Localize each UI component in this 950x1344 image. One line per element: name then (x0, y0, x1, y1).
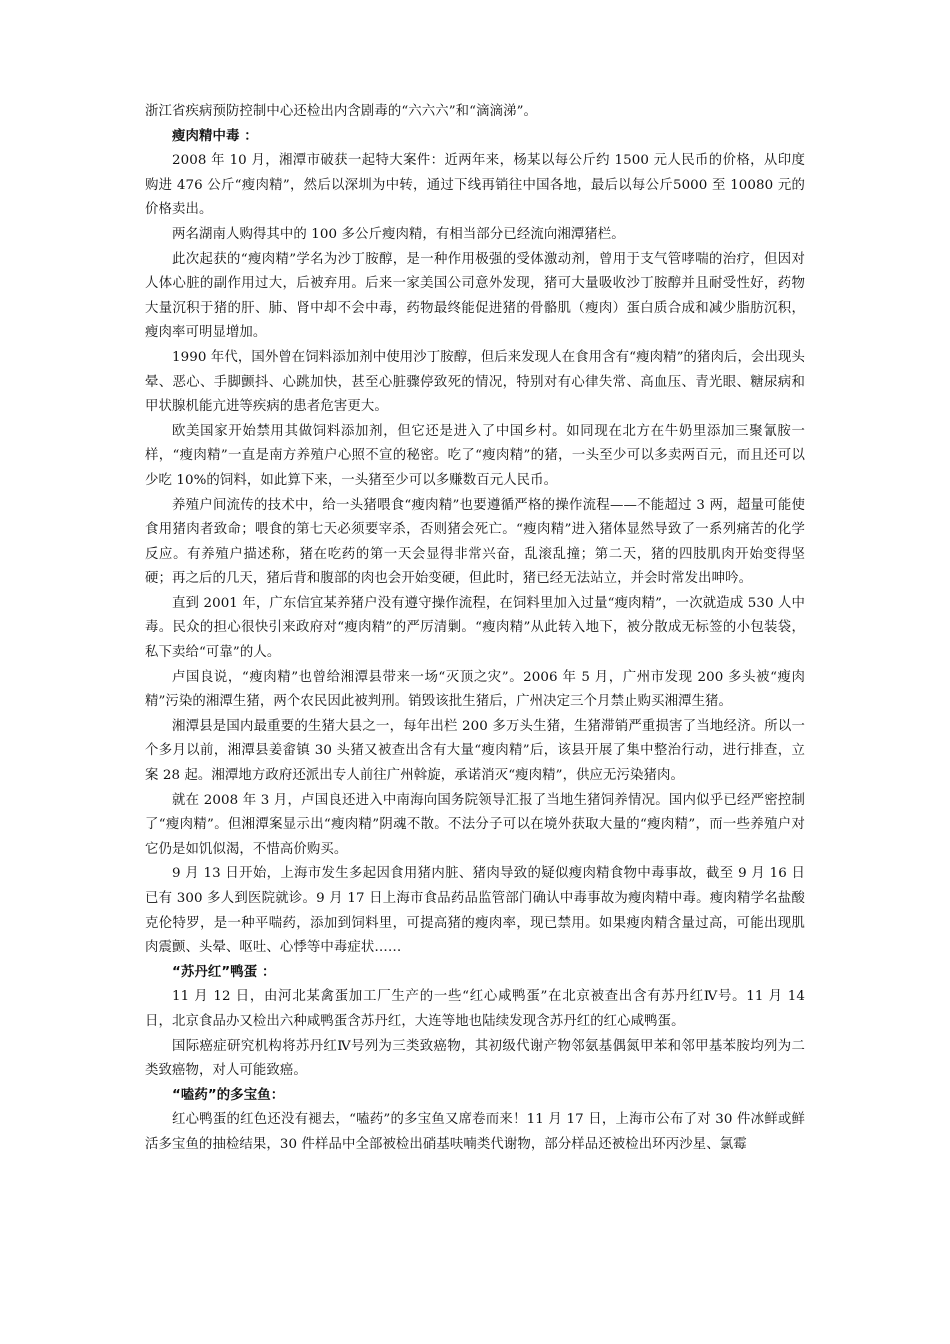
paragraph: 直到 2001 年，广东信宜某养猪户没有遵守操作流程，在饲料里加入过量“瘦肉精”，一次就造成 530 人中毒。民众的担心很快引来政府对“瘦肉精”的严厉清剿。“瘦肉精”从此转入地下，被分散成无标签的小包装袋，私下卖给“可靠”的人。 (145, 595, 805, 661)
document-page (145, 100, 805, 1158)
section-heading: 瘦肉精中毒 ： (172, 128, 258, 144)
paragraph: 就在 2008 年 3 月，卢国良还进入中南海向国务院领导汇报了当地生猪饲养情况。国内似乎已经严密控制了“瘦肉精”。但湘潭案显示出“瘦肉精”阴魂不散。不法分子可以在境外获取大量的“瘦肉精”，而一些养殖户对它仍是如饥似渴，不惜高价购买。 (145, 792, 805, 857)
paragraph: 两名湖南人购得其中的 100 多公斤瘦肉精，有相当部分已经流向湘潭猪栏。 (172, 226, 625, 242)
paragraph: 欧美国家开始禁用其做饲料添加剂，但它还是进入了中国乡村。如同现在北方在牛奶里添加三聚氰胺一样，“瘦肉精”一直是南方养殖户心照不宣的秘密。吃了“瘦肉精”的猪，一头至少可以多卖两百元，而且还可以少吃 10%的饲料，如此算下来，一头猪至少可以多赚数百元人民币。 (145, 423, 805, 488)
paragraph: 卢国良说，“瘦肉精”也曾给湘潭县带来一场“灭顶之灾”。2006 年 5 月，广州市发现 200 多头被“瘦肉精”污染的湘潭生猪，两个农民因此被判刑。销毁该批生猪后，广州决定三个月禁止购买湘潭生猪。 (145, 669, 805, 710)
paragraph: 1990 年代，国外曾在饲料添加剂中使用沙丁胺醇，但后来发现人在食用含有“瘦肉精”的猪肉后，会出现头晕、恶心、手脚颤抖、心跳加快，甚至心脏骤停致死的情况，特别对有心律失常、高血压、青光眼、糖尿病和甲状腺机能亢进等疾病的患者危害更大。 (145, 349, 805, 415)
section-heading: “苏丹红”鸭蛋 ： (172, 964, 276, 980)
paragraph: 11 月 12 日，由河北某禽蛋加工厂生产的一些“红心咸鸭蛋”在北京被查出含有苏丹红Ⅳ号。11 月 14 日，北京食品办又检出六种咸鸭蛋含苏丹红，大连等地也陆续发现含苏丹红的红心咸鸭蛋。 (145, 989, 805, 1029)
paragraph: 此次起获的“瘦肉精”学名为沙丁胺醇，是一种作用极强的受体激动剂，曾用于支气管哮喘的治疗，但因对人体心脏的副作用过大，后被弃用。后来一家美国公司意外发现，猪可大量吸收沙丁胺醇并且耐受性好，药物大量沉积于猪的肝、肺、肾中却不会中毒，药物最终能促进猪的骨骼肌（瘦肉）蛋白质合成和减少脂肪沉积，瘦肉率可明显增加。 (145, 251, 805, 341)
paragraph: 国际癌症研究机构将苏丹红Ⅳ号列为三类致癌物，其初级代谢产物邻氨基偶氮甲苯和邻甲基苯胺均列为二类致癌物，对人可能致癌。 (145, 1038, 805, 1079)
paragraph: 2008 年 10 月，湘潭市破获一起特大案件：近两年来，杨某以每公斤约 1500 元人民币的价格，从印度购进 476 公斤“瘦肉精”，然后以深圳为中转，通过下线再销往中国各地，最后以每公斤5000 至 10080 元的价格卖出。 (145, 153, 805, 218)
paragraph: 9 月 13 日开始，上海市发生多起因食用猪内脏、猪肉导致的疑似瘦肉精食物中毒事故，截至 9 月 16 日已有 300 多人到医院就诊。9 月 17 日上海市食品药品监管部门确认中毒事故为瘦肉精中毒。瘦肉精学名盐酸克伦特罗，是一种平喘药，添加到饲料里，可提高猪的瘦肉率，现已禁用。如果瘦肉精含量过高，可能出现肌肉震颤、头晕、呕吐、心悸等中毒症状…… (145, 866, 805, 956)
paragraph: 湘潭县是国内最重要的生猪大县之一，每年出栏 200 多万头生猪，生猪滞销严重损害了当地经济。所以一个多月以前，湘潭县姜畲镇 30 头猪又被查出含有大量“瘦肉精”后，该县开展了集中整治行动，进行排查，立案 28 起。湘潭地方政府还派出专人前往广州斡旋，承诺消灭“瘦肉精”，供应无污染猪肉。 (145, 718, 805, 784)
paragraph: 红心鸭蛋的红色还没有褪去，“嗑药”的多宝鱼又席卷而来！11 月 17 日，上海市公布了对 30 件冰鲜或鲜活多宝鱼的抽检结果，30 件样品中全部被检出硝基呋喃类代谢物，部分样品还被检出环丙沙星、氯霉 (145, 1112, 805, 1152)
paragraph: 浙江省疾病预防控制中心还检出内含剧毒的“六六六”和“滴滴涕”。 (145, 104, 538, 119)
paragraph: 养殖户间流传的技术中，给一头猪喂食“瘦肉精”也要遵循严格的操作流程——不能超过 3 两，超量可能使食用猪肉者致命；喂食的第七天必须要宰杀，否则猪会死亡。“瘦肉精”进入猪体显然导致了一系列痛苦的化学反应。有养殖户描述称，猪在吃药的第一天会显得非常兴奋，乱滚乱撞；第二天，猪的四肢肌肉开始变得坚硬；再之后的几天，猪后背和腹部的肉也会开始变硬，但此时，猪已经无法站立，并会时常发出呻吟。 (145, 497, 805, 587)
section-heading: “嗑药”的多宝鱼： (172, 1087, 285, 1103)
